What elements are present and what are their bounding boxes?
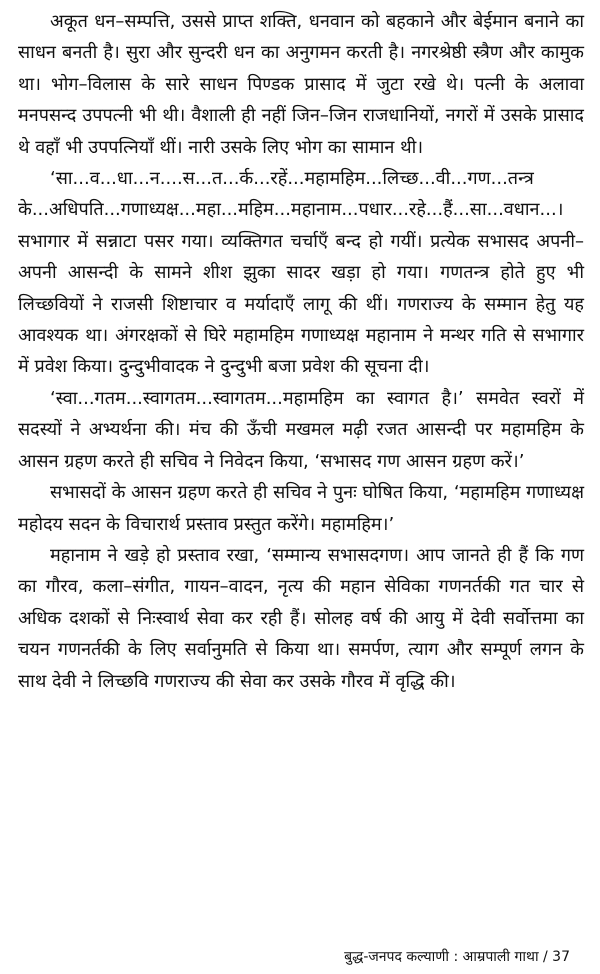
paragraph-2: ‘सा...व...धा...न....स...त...र्क...रहें...महामहिम...लिच्छ...वी...गण...तन्त्र के...अधिपति...गणाध्यक्ष...महा...महिम...महानाम...पधार...रहे...हैं...सा...वधान...। सभागार में सन्नाटा पसर गया। व्यक्तिगत चर्चाएँ बन्द हो गयीं। प्रत्येक सभासद अपनी–अपनी आसन्दी के सामने शीश झुका सादर खड़ा हो गया। गणतन्त्र होते हुए भी लिच्छवियों ने राजसी शिष्टाचार व मर्यादाएँ लागू की थीं। गणराज्य के सम्मान हेतु यह आवश्यक था। अंगरक्षकों से घिरे महामहिम गणाध्यक्ष महानाम ने मन्थर गति से सभागार में प्रवेश किया। दुन्दुभीवादक ने दुन्दुभी बजा प्रवेश की सूचना दी। <box>18 168 584 378</box>
paragraph-4: सभासदों के आसन ग्रहण करते ही सचिव ने पुनः घोषित किया, ‘महामहिम गणाध्यक्ष महोदय सदन के विचारार्थ प्रस्ताव प्रस्तुत करेंगे। महामहिम।’ <box>18 482 584 535</box>
paragraph-1: अकूत धन–सम्पत्ति, उससे प्राप्त शक्ति, धनवान को बहकाने और बेईमान बनाने का साधन बनती है। सुरा और सुन्दरी धन का अनुगमन करती है। नगरश्रेष्ठी स्त्रैण और कामुक था। भोग–विलास के सारे साधन पिण्डक प्रासाद में जुटा रखे थे। पत्नी के अलावा मनपसन्द उपपत्नी भी थी। वैशाली ही नहीं जिन–जिन राजधानियों, नगरों में उसके प्रासाद थे वहाँ भी उपपत्नियाँ थीं। नारी उसके लिए भोग का सामान थी। <box>18 11 584 158</box>
paragraph-3: ‘स्वा...गतम...स्वागतम...स्वागतम...महामहिम का स्वागत है।’ समवेत स्वरों में सदस्यों ने अभ्यर्थना की। मंच की ऊँची मखमल मढ़ी रजत आसन्दी पर महामहिम के आसन ग्रहण करते ही सचिव ने निवेदन किया, ‘सभासद गण आसन ग्रहण करें।’ <box>18 387 584 472</box>
book-page <box>18 6 584 968</box>
paragraph-5: महानाम ने खड़े हो प्रस्ताव रखा, ‘सम्मान्य सभासदगण। आप जानते ही हैं कि गण का गौरव, कला–संगीत, गायन–वादन, नृत्य की महान सेविका गणनर्तकी गत चार से अधिक दशकों से निःस्वार्थ सेवा कर रही हैं। सोलह वर्ष की आयु में देवी सर्वोत्तमा का चयन गणनर्तकी के लिए सर्वानुमति से किया था। समर्पण, त्याग और सम्पूर्ण लगन के साथ देवी ने लिच्छवि गणराज्य की सेवा कर उसके गौरव में वृद्धि की। <box>18 544 584 692</box>
body-text <box>18 6 584 697</box>
page-footer: बुद्ध-जनपद कल्याणी : आम्रपाली गाथा / 37 <box>344 949 570 965</box>
